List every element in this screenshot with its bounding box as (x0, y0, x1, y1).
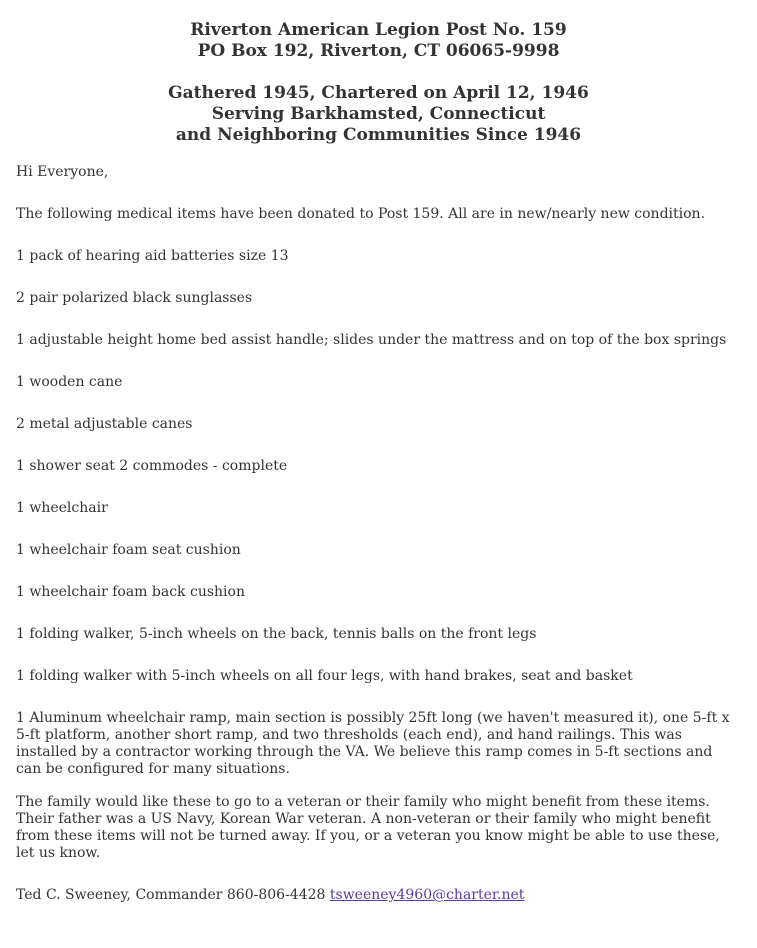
donated-item: 1 wheelchair foam back cushion (16, 584, 245, 600)
donated-item: 2 pair polarized black sunglasses (16, 290, 253, 306)
history-line: Gathered 1945, Chartered on April 12, 1946 (168, 83, 589, 103)
donated-item: 1 shower seat 2 commodes - complete (16, 458, 288, 474)
donated-item: 2 metal adjustable canes (16, 416, 193, 432)
org-address: PO Box 192, Riverton, CT 06065-9998 (197, 41, 560, 61)
donated-item: 1 folding walker with 5-inch wheels on all four legs, with hand brakes, seat and basket (16, 668, 633, 684)
history-line: and Neighboring Communities Since 1946 (175, 125, 582, 145)
signature (16, 887, 741, 904)
donated-item: 1 wheelchair (16, 500, 108, 516)
letterhead-address-block (16, 20, 741, 62)
donated-item: 1 Aluminum wheelchair ramp, main section is possibly 25ft long (we haven't measured it), one 5-ft x 5-ft platform, another short ramp, and two thresholds (each end), and hand railings. This was installed by a contractor working through the VA. We believe this ramp comes in 5-ft sections and can be configured for many situations. (16, 710, 730, 777)
letter-body (16, 164, 741, 904)
email-link[interactable]: tsweeney4960@charter.net (329, 887, 525, 903)
closing-paragraph: The family would like these to go to a veteran or their family who might benefit from these items. Their father was a US Navy, Korean War veteran. A non-veteran or their family who might benefit from these items will not be turned away. If you, or a veteran you know might be able to use these, let us know. (16, 794, 720, 861)
intro-paragraph: The following medical items have been donated to Post 159. All are in new/nearly new condition. (16, 206, 706, 222)
signature-name-phone: Ted C. Sweeney, Commander 860-806-4428 (16, 887, 326, 903)
letterhead-history-block (16, 83, 741, 146)
history-line: Serving Barkhamsted, Connecticut (211, 104, 546, 124)
donated-item: 1 adjustable height home bed assist handle; slides under the mattress and on top of the box springs (16, 332, 727, 348)
greeting: Hi Everyone, (16, 164, 109, 180)
letterhead (16, 20, 741, 146)
donated-item: 1 folding walker, 5-inch wheels on the back, tennis balls on the front legs (16, 626, 537, 642)
org-name: Riverton American Legion Post No. 159 (190, 20, 567, 40)
donated-item: 1 pack of hearing aid batteries size 13 (16, 248, 289, 264)
donated-item: 1 wheelchair foam seat cushion (16, 542, 241, 558)
donated-item: 1 wooden cane (16, 374, 123, 390)
